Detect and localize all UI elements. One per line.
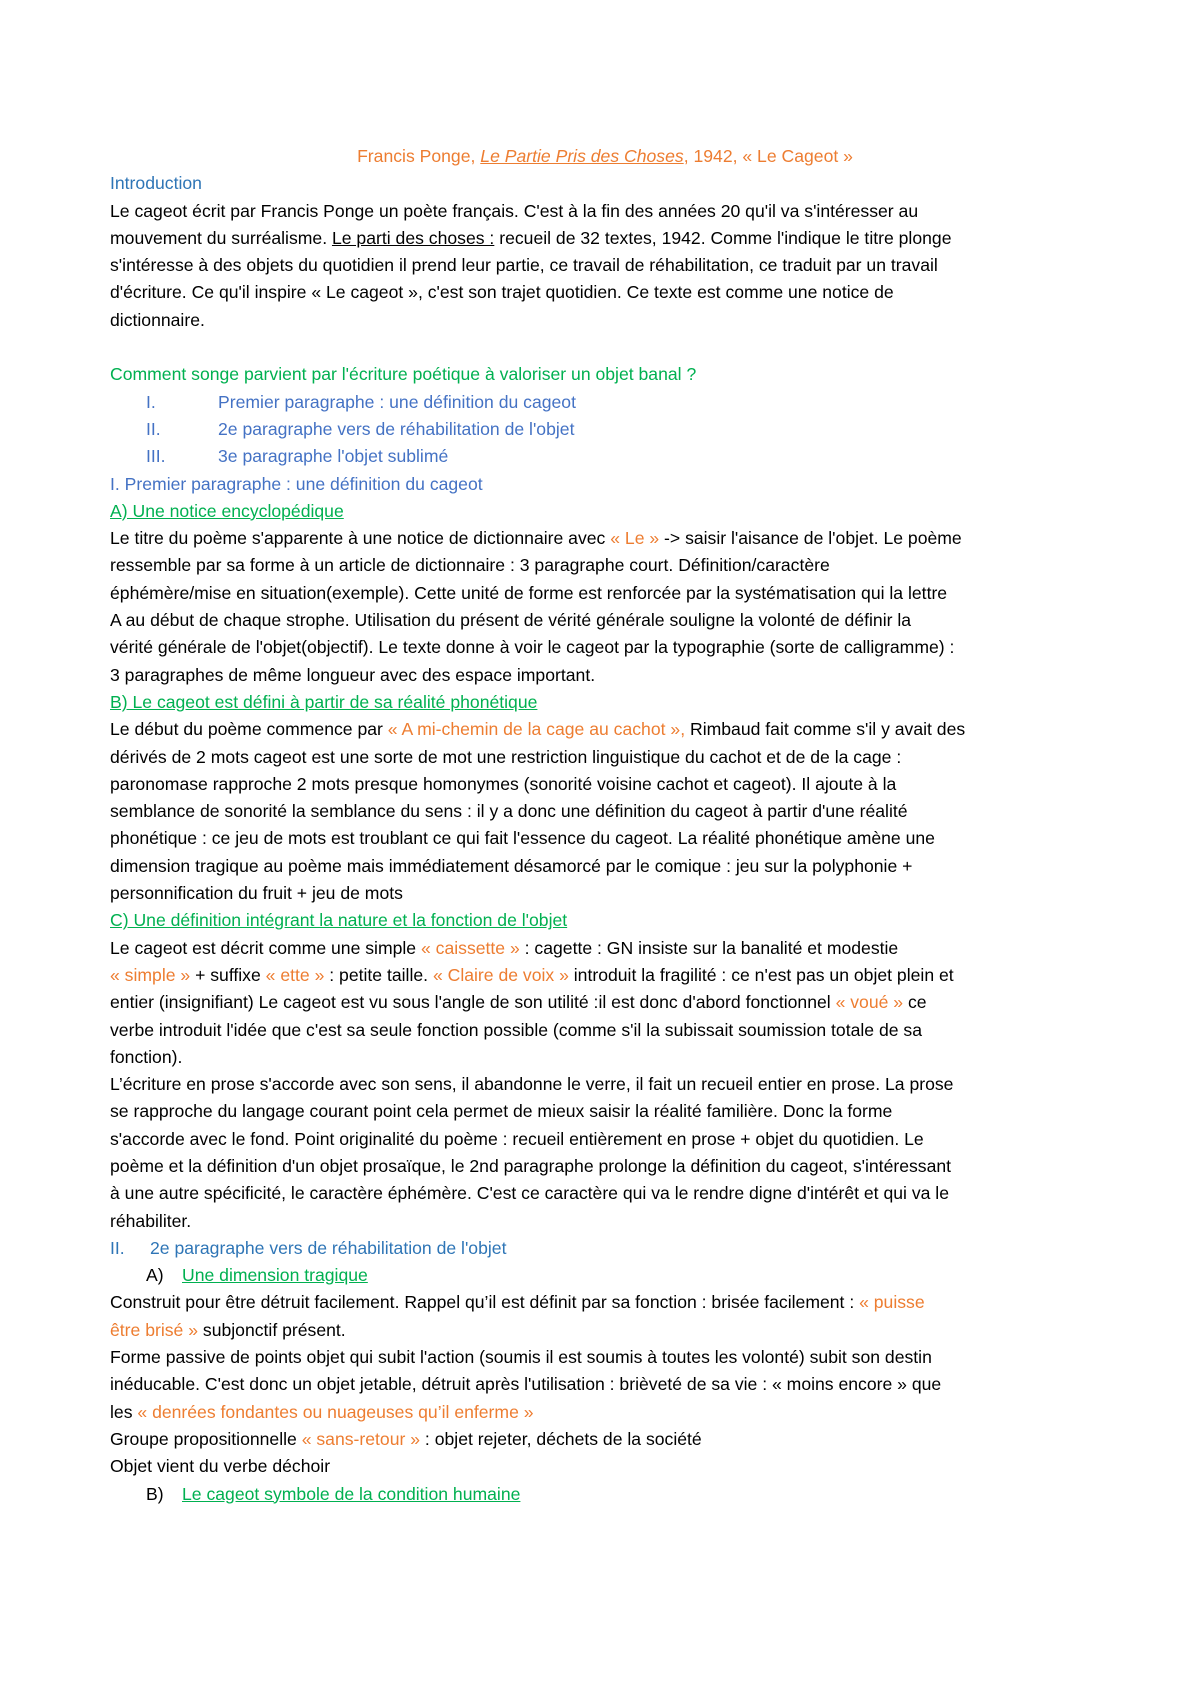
quote: être brisé » [110, 1319, 199, 1340]
part2-title: 2e paragraphe vers de réhabilitation de l'objet [150, 1237, 507, 1258]
quote: « caissette » [420, 937, 520, 958]
title-author: Francis Ponge, [357, 146, 481, 166]
plan-label: Premier paragraphe : une définition du cageot [218, 391, 576, 412]
body-text: ce [903, 992, 927, 1013]
body-text: Le cageot est décrit comme une simple [110, 937, 421, 958]
intro-text: recueil de 32 textes, 1942. Comme l'indique le titre plonge [494, 227, 952, 248]
title-work: Le Partie Pris des Choses [480, 146, 684, 166]
body-line: réhabiliter. [110, 1210, 192, 1231]
quote: « denrées fondantes ou nuageuses qu’il enferme » [137, 1401, 534, 1422]
body-line: paronomase rapproche 2 mots presque homonymes (sonorité voisine cachot et cageot). Il ajoute à la [110, 773, 897, 794]
blank-line [110, 334, 1100, 361]
body-line: inéducable. C'est donc un objet jetable, détruit après l'utilisation : brièveté de sa vie : « moins encore » que [110, 1374, 942, 1395]
body-line [110, 935, 1100, 962]
body-line: éphémère/mise en situation(exemple). Cette unité de forme est renforcée par la systématisation qui la lettre [110, 582, 948, 603]
plan-item [110, 416, 1100, 443]
part2-a-title: Une dimension tragique [182, 1265, 368, 1286]
part2-b-heading [110, 1481, 1100, 1508]
body-line: fonction). [110, 1046, 183, 1067]
part2-number: II. [110, 1237, 125, 1258]
plan-label: 3e paragraphe l'objet sublimé [218, 446, 449, 467]
body-line: s'accorde avec le fond. Point originalité du poème : recueil entièrement en prose + objet du quotidien. Le [110, 1128, 924, 1149]
body-line: poème et la définition d'un objet prosaïque, le 2nd paragraphe prolonge la définition du cageot, s'intéressant [110, 1155, 952, 1176]
title-rest: , 1942, « Le Cageot » [683, 146, 853, 166]
quote: « ette » [265, 964, 325, 985]
part2-b-number: B) [146, 1483, 164, 1504]
body-text: Rimbaud fait comme s'il y avait des [685, 719, 966, 740]
body-text: entier (insignifiant) Le cageot est vu sous l'angle de son utilité :il est donc d'abord fonctionnel [110, 992, 836, 1013]
quote: « A mi-chemin de la cage au cachot », [387, 719, 686, 740]
quote: « Claire de voix » [432, 964, 569, 985]
body-text: : cagette : GN insiste sur la banalité et modestie [519, 937, 899, 958]
work-title-ref: Le parti des choses : [331, 227, 495, 248]
body-text: Le titre du poème s'apparente à une notice de dictionnaire avec [110, 528, 611, 549]
document-content [110, 143, 1100, 1508]
part1-b-heading: B) Le cageot est défini à partir de sa réalité phonétique [110, 691, 538, 712]
problematique: Comment songe parvient par l'écriture poétique à valoriser un objet banal ? [110, 364, 697, 385]
plan-item [110, 443, 1100, 470]
body-line: ressemble par sa forme à un article de dictionnaire : 3 paragraphe court. Définition/caractère [110, 555, 830, 576]
body-line: personnification du fruit + jeu de mots [110, 883, 403, 904]
intro-heading: Introduction [110, 173, 202, 194]
quote: « Le » [610, 528, 660, 549]
document-title [110, 143, 1100, 170]
quote: « puisse [859, 1292, 925, 1313]
part1-c-heading: C) Une définition intégrant la nature et la fonction de l'objet [110, 910, 568, 931]
body-line [110, 1317, 1100, 1344]
body-text: subjonctif présent. [198, 1319, 346, 1340]
quote: « voué » [835, 992, 904, 1013]
body-line [110, 1426, 1100, 1453]
body-line: A au début de chaque strophe. Utilisation du présent de vérité générale souligne la volonté de définir la [110, 610, 912, 631]
intro-line: dictionnaire. [110, 309, 205, 330]
intro-line [110, 225, 1100, 252]
quote: « sans-retour » [301, 1428, 421, 1449]
body-line [110, 525, 1100, 552]
body-line: L’écriture en prose s'accorde avec son sens, il abandonne le verre, il fait un recueil entier en prose. La prose [110, 1074, 954, 1095]
body-line [110, 989, 1100, 1016]
part1-a-heading: A) Une notice encyclopédique [110, 500, 344, 521]
body-line: se rapproche du langage courant point cela permet de mieux saisir la réalité familière. Donc la forme [110, 1101, 893, 1122]
body-text: Groupe propositionnelle [110, 1428, 302, 1449]
body-line: Forme passive de points objet qui subit l'action (soumis il est soumis à toutes les volonté) subit son destin [110, 1347, 932, 1368]
body-line: phonétique : ce jeu de mots est troublant ce qui fait l'essence du cageot. La réalité phonétique amène une [110, 828, 935, 849]
part2-a-number: A) [146, 1265, 164, 1286]
quote: « simple » [110, 964, 191, 985]
body-line: vérité générale de l'objet(objectif). Le texte donne à voir le cageot par la typographie (sorte de calligramme) : [110, 637, 955, 658]
intro-text: mouvement du surréalisme. [110, 227, 332, 248]
body-text: introduit la fragilité : ce n'est pas un objet plein et [568, 964, 954, 985]
intro-line: Le cageot écrit par Francis Ponge un poète français. C'est à la fin des années 20 qu'il va s'intéresser au [110, 200, 919, 221]
body-text: : objet rejeter, déchets de la société [420, 1428, 702, 1449]
plan-number: I. [146, 391, 156, 412]
part2-heading [110, 1235, 1100, 1262]
plan-label: 2e paragraphe vers de réhabilitation de l'objet [218, 418, 575, 439]
body-line [110, 716, 1100, 743]
body-line: semblance de sonorité la semblance du sens : il y a donc une définition du cageot à partir d'une réalité [110, 801, 908, 822]
body-line [110, 1289, 1100, 1316]
body-line: dimension tragique au poème mais immédiatement désamorcé par le comique : jeu sur la polyphonie + [110, 855, 913, 876]
part2-b-title: Le cageot symbole de la condition humaine [182, 1483, 521, 1504]
plan-number: II. [146, 418, 161, 439]
intro-line: d'écriture. Ce qu'il inspire « Le cageot », c'est son trajet quotidien. Ce texte est comme une notice de [110, 282, 894, 303]
body-line [110, 1399, 1100, 1426]
plan-number: III. [146, 446, 166, 467]
body-line: verbe introduit l'idée que c'est sa seule fonction possible (comme s'il la subissait soumission totale de sa [110, 1019, 922, 1040]
body-line: 3 paragraphes de même longueur avec des espace important. [110, 664, 596, 685]
body-line: à une autre spécificité, le caractère éphémère. C'est ce caractère qui va le rendre digne d'intérêt et qui va le [110, 1183, 949, 1204]
body-text: : petite taille. [324, 964, 433, 985]
body-text: Le début du poème commence par [110, 719, 388, 740]
body-line: dérivés de 2 mots cageot est une sorte de mot une restriction linguistique du cachot et de de la cage : [110, 746, 902, 767]
body-text: -> saisir l'aisance de l'objet. Le poème [659, 528, 962, 549]
body-text: les [110, 1401, 138, 1422]
body-line: Objet vient du verbe déchoir [110, 1456, 331, 1477]
body-line [110, 962, 1100, 989]
body-text: + suffixe [190, 964, 266, 985]
body-text: Construit pour être détruit facilement. Rappel qu’il est définit par sa fonction : brisée facilement : [110, 1292, 860, 1313]
part2-a-heading [110, 1262, 1100, 1289]
plan-item [110, 389, 1100, 416]
intro-line: s'intéresse à des objets du quotidien il prend leur partie, ce travail de réhabilitation, ce traduit par un travail [110, 255, 938, 276]
part1-heading: I. Premier paragraphe : une définition du cageot [110, 473, 483, 494]
